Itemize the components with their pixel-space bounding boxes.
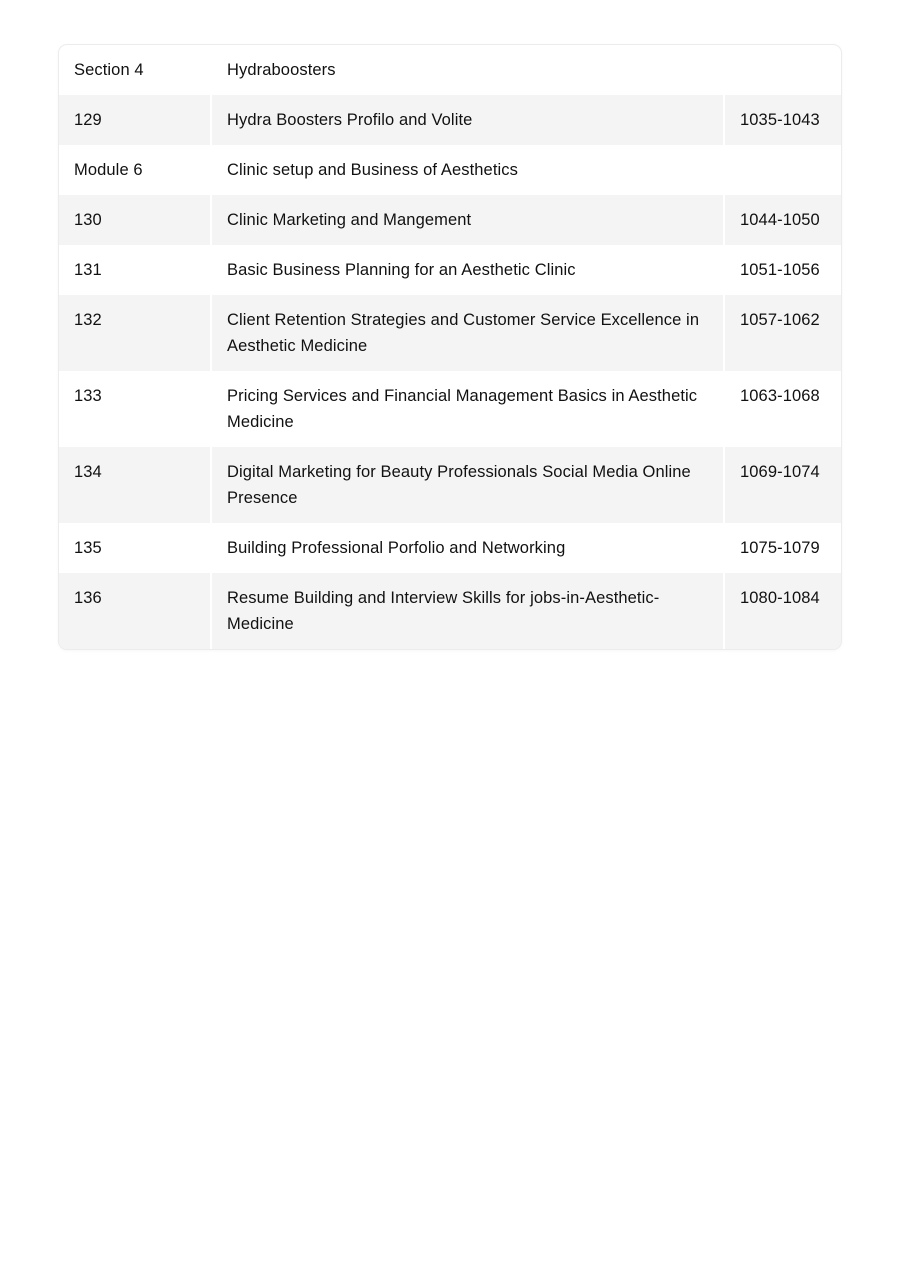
page-range: 1051-1056: [723, 245, 841, 295]
chapter-number: 136: [59, 573, 210, 649]
page-range: [723, 45, 841, 95]
chapter-number: 132: [59, 295, 210, 371]
chapter-title: Building Professional Porfolio and Networking: [210, 523, 723, 573]
chapter-title: Hydraboosters: [210, 45, 723, 95]
table-row: [59, 95, 841, 145]
table-row: [59, 371, 841, 447]
chapter-title: Digital Marketing for Beauty Professionals Social Media Online Presence: [210, 447, 723, 523]
chapter-title: Basic Business Planning for an Aesthetic Clinic: [210, 245, 723, 295]
page-range: [723, 145, 841, 195]
chapter-number: 130: [59, 195, 210, 245]
table-row: [59, 295, 841, 371]
chapter-title: Clinic Marketing and Mangement: [210, 195, 723, 245]
chapter-number: Section 4: [74, 61, 144, 79]
chapter-number: 135: [74, 539, 102, 557]
chapter-title: Client Retention Strategies and Customer Service Excellence in Aesthetic Medicine: [210, 295, 723, 371]
chapter-title: Resume Building and Interview Skills for jobs-in-Aesthetic-Medicine: [210, 573, 723, 649]
table-row: [59, 45, 841, 95]
page-range: 1075-1079: [723, 523, 841, 573]
table-row: [59, 145, 841, 195]
chapter-number: 129: [59, 95, 210, 145]
table-row: [59, 195, 841, 245]
chapter-number: Module 6: [74, 161, 143, 179]
page-range: 1080-1084: [723, 573, 841, 649]
chapter-number: 133: [74, 387, 102, 405]
page-range: 1063-1068: [723, 371, 841, 447]
page-range: 1057-1062: [723, 295, 841, 371]
table-row: [59, 447, 841, 523]
chapter-number: 134: [59, 447, 210, 523]
page-range: 1035-1043: [723, 95, 841, 145]
table-of-contents: [59, 45, 841, 649]
table-row: [59, 573, 841, 649]
table-row: [59, 245, 841, 295]
page-range: 1069-1074: [723, 447, 841, 523]
chapter-title: Clinic setup and Business of Aesthetics: [210, 145, 723, 195]
chapter-title: Pricing Services and Financial Management Basics in Aesthetic Medicine: [210, 371, 723, 447]
chapter-title: Hydra Boosters Profilo and Volite: [210, 95, 723, 145]
chapter-number: 131: [74, 261, 102, 279]
table-row: [59, 523, 841, 573]
page-range: 1044-1050: [723, 195, 841, 245]
